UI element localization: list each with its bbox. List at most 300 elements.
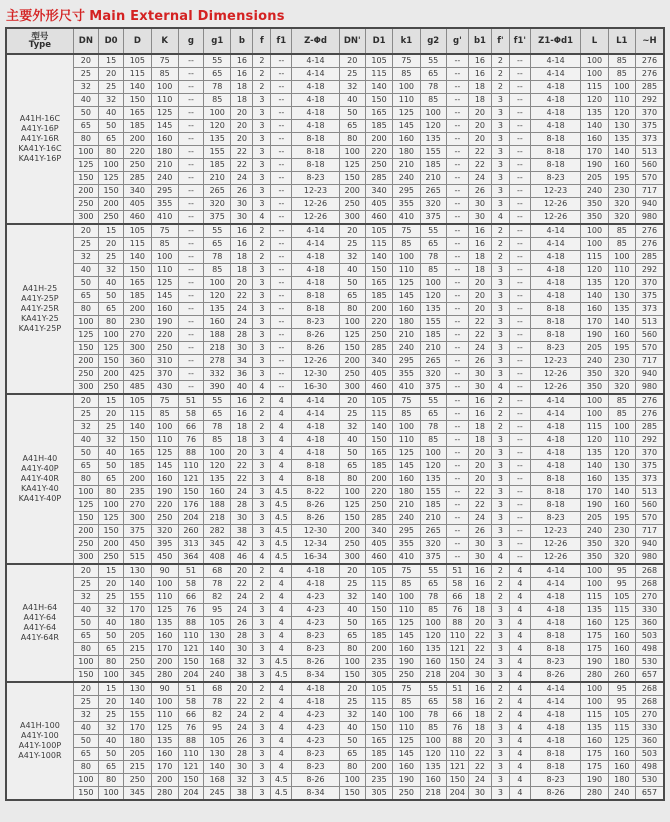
table-cell: 330 xyxy=(635,604,664,617)
table-cell: 250 xyxy=(151,342,178,355)
table-cell: 155 xyxy=(420,486,446,499)
table-cell: 250 xyxy=(339,538,365,551)
table-cell: 8-18 xyxy=(530,146,580,159)
table-cell: 25 xyxy=(339,68,365,81)
table-cell: 18 xyxy=(468,591,491,604)
table-cell: 105 xyxy=(365,394,392,408)
table-cell: 170 xyxy=(581,316,608,329)
table-cell: -- xyxy=(178,329,203,342)
table-cell: 3 xyxy=(253,277,271,290)
table-cell: 8-26 xyxy=(292,656,339,669)
table-cell: 160 xyxy=(393,133,420,146)
table-cell: 4-18 xyxy=(530,604,580,617)
table-cell: 373 xyxy=(635,473,664,486)
table-cell: 26 xyxy=(231,617,253,630)
table-cell: 4-18 xyxy=(530,81,580,94)
table-cell: 26 xyxy=(468,525,491,538)
table-cell: 190 xyxy=(393,774,420,787)
table-cell: 285 xyxy=(635,421,664,434)
table-cell: 125 xyxy=(608,617,635,630)
table-cell: 120 xyxy=(420,290,446,303)
table-cell: 80 xyxy=(98,774,123,787)
table-cell: 65 xyxy=(420,696,446,709)
table-cell: 4-18 xyxy=(530,434,580,447)
table-cell: 50 xyxy=(339,107,365,120)
table-cell: 65 xyxy=(204,68,231,81)
table-cell: 185 xyxy=(204,159,231,172)
table-cell: 160 xyxy=(581,735,608,748)
table-cell: 310 xyxy=(151,355,178,368)
table-cell: 278 xyxy=(204,355,231,368)
table-cell: 12-30 xyxy=(292,525,339,538)
table-cell: 3 xyxy=(253,198,271,211)
table-cell: 110 xyxy=(151,434,178,447)
table-cell: 30 xyxy=(468,787,491,801)
table-cell: 3 xyxy=(492,761,510,774)
table-cell: 370 xyxy=(635,107,664,120)
table-cell: 150 xyxy=(178,774,203,787)
table-row xyxy=(6,761,664,774)
table-cell: 292 xyxy=(635,264,664,277)
table-cell: 145 xyxy=(393,120,420,133)
table-cell: 285 xyxy=(365,342,392,355)
table-cell: 4.5 xyxy=(271,656,292,669)
table-cell: 155 xyxy=(420,146,446,159)
table-cell: 8-18 xyxy=(530,643,580,656)
table-cell: 4-14 xyxy=(530,578,580,591)
table-cell: 22 xyxy=(468,159,491,172)
table-cell: 135 xyxy=(581,447,608,460)
table-cell: 32 xyxy=(98,434,123,447)
table-cell: 115 xyxy=(365,408,392,421)
table-cell: 204 xyxy=(178,669,203,683)
table-cell: 4-14 xyxy=(292,54,339,68)
table-cell: 135 xyxy=(151,735,178,748)
table-cell: 276 xyxy=(635,54,664,68)
table-cell: 4-14 xyxy=(530,54,580,68)
table-cell: 140 xyxy=(581,460,608,473)
table-cell: 120 xyxy=(204,290,231,303)
table-cell: 66 xyxy=(178,709,203,722)
table-cell: 66 xyxy=(178,421,203,434)
table-cell: 32 xyxy=(73,81,98,94)
table-cell: 20 xyxy=(468,107,491,120)
table-cell: -- xyxy=(271,329,292,342)
table-cell: 250 xyxy=(365,499,392,512)
table-cell: 65 xyxy=(73,290,98,303)
table-cell: 150 xyxy=(339,669,365,683)
header-col-dn: DN' xyxy=(339,28,365,54)
table-cell: -- xyxy=(271,381,292,395)
table-cell: -- xyxy=(446,172,468,185)
table-cell: 50 xyxy=(73,617,98,630)
table-cell: -- xyxy=(446,499,468,512)
table-cell: 58 xyxy=(446,578,468,591)
table-cell: 120 xyxy=(581,434,608,447)
table-cell: 100 xyxy=(393,591,420,604)
table-cell: -- xyxy=(446,159,468,172)
table-cell: 940 xyxy=(635,538,664,551)
header-col-d1: D1 xyxy=(365,28,392,54)
table-cell: 570 xyxy=(635,172,664,185)
table-cell: 75 xyxy=(393,54,420,68)
table-cell: 110 xyxy=(178,460,203,473)
table-cell: 3 xyxy=(253,735,271,748)
table-cell: 105 xyxy=(124,224,151,238)
table-cell: -- xyxy=(446,512,468,525)
table-cell: 100 xyxy=(581,682,608,696)
table-cell: 85 xyxy=(420,434,446,447)
table-cell: 160 xyxy=(151,473,178,486)
table-cell: 168 xyxy=(204,774,231,787)
table-row xyxy=(6,394,664,408)
table-cell: 4 xyxy=(509,735,530,748)
table-cell: 3 xyxy=(253,159,271,172)
table-row xyxy=(6,120,664,133)
table-row xyxy=(6,329,664,342)
table-cell: 210 xyxy=(393,499,420,512)
table-cell: 2 xyxy=(253,696,271,709)
table-cell: 125 xyxy=(339,499,365,512)
table-cell: 220 xyxy=(365,146,392,159)
table-cell: 78 xyxy=(204,696,231,709)
table-cell: 165 xyxy=(365,447,392,460)
table-cell: 305 xyxy=(365,787,392,801)
table-cell: 3 xyxy=(492,120,510,133)
header-col-l: L xyxy=(581,28,608,54)
table-cell: 175 xyxy=(581,761,608,774)
table-cell: 160 xyxy=(393,303,420,316)
table-cell: 75 xyxy=(151,394,178,408)
table-cell: 8-18 xyxy=(530,303,580,316)
page-title-zh: 主要外形尺寸 xyxy=(6,9,86,24)
table-cell: 16 xyxy=(468,578,491,591)
table-row xyxy=(6,381,664,395)
table-cell: 85 xyxy=(151,238,178,251)
table-cell: 292 xyxy=(635,94,664,107)
table-cell: 76 xyxy=(178,434,203,447)
table-cell: -- xyxy=(446,251,468,264)
table-cell: 220 xyxy=(365,316,392,329)
table-cell: -- xyxy=(178,198,203,211)
table-cell: 190 xyxy=(581,499,608,512)
table-cell: 80 xyxy=(73,473,98,486)
table-cell: 4-18 xyxy=(292,277,339,290)
table-cell: -- xyxy=(446,394,468,408)
table-cell: 3 xyxy=(492,604,510,617)
table-cell: 3 xyxy=(253,264,271,277)
table-cell: 3 xyxy=(253,525,271,538)
table-cell: 150 xyxy=(178,656,203,669)
table-cell: 185 xyxy=(124,290,151,303)
table-cell: 320 xyxy=(204,198,231,211)
table-cell: 3 xyxy=(492,94,510,107)
table-cell: 3 xyxy=(492,434,510,447)
table-cell: 66 xyxy=(446,591,468,604)
table-cell: 85 xyxy=(204,94,231,107)
table-cell: 250 xyxy=(339,368,365,381)
table-cell: -- xyxy=(271,146,292,159)
table-cell: 100 xyxy=(73,774,98,787)
table-cell: 3 xyxy=(492,316,510,329)
table-cell: 65 xyxy=(98,303,123,316)
table-cell: 125 xyxy=(73,499,98,512)
table-cell: 65 xyxy=(339,120,365,133)
table-cell: -- xyxy=(178,172,203,185)
table-cell: 16 xyxy=(468,408,491,421)
table-cell: 285 xyxy=(365,512,392,525)
table-cell: 65 xyxy=(73,460,98,473)
table-cell: 100 xyxy=(581,408,608,421)
type-label: A41H-40 xyxy=(22,454,58,463)
table-cell: 300 xyxy=(124,512,151,525)
table-cell: 115 xyxy=(608,722,635,735)
type-label: A41H-16C xyxy=(19,114,61,123)
table-cell: 80 xyxy=(98,656,123,669)
table-cell: 150 xyxy=(365,264,392,277)
table-cell: 2 xyxy=(253,68,271,81)
table-cell: 280 xyxy=(151,669,178,683)
table-cell: 3 xyxy=(492,630,510,643)
table-cell: 80 xyxy=(73,303,98,316)
table-cell: 65 xyxy=(73,120,98,133)
table-cell: 3 xyxy=(492,185,510,198)
table-cell: 4 xyxy=(271,682,292,696)
table-cell: 100 xyxy=(581,564,608,578)
table-cell: 3 xyxy=(253,107,271,120)
table-cell: 160 xyxy=(608,761,635,774)
table-cell: -- xyxy=(178,146,203,159)
table-cell: -- xyxy=(178,355,203,368)
table-cell: 150 xyxy=(73,512,98,525)
table-cell: 140 xyxy=(204,643,231,656)
table-cell: 100 xyxy=(73,146,98,159)
table-cell: 190 xyxy=(581,159,608,172)
table-cell: 940 xyxy=(635,198,664,211)
table-cell: 4 xyxy=(271,473,292,486)
table-cell: 3 xyxy=(492,774,510,787)
table-cell: 2 xyxy=(492,421,510,434)
table-cell: 160 xyxy=(581,617,608,630)
table-cell: 30 xyxy=(231,643,253,656)
table-cell: 25 xyxy=(339,696,365,709)
table-cell: 460 xyxy=(365,211,392,225)
table-cell: 68 xyxy=(204,564,231,578)
table-cell: 160 xyxy=(608,748,635,761)
table-cell: -- xyxy=(178,224,203,238)
table-cell: 4 xyxy=(509,761,530,774)
table-cell: 408 xyxy=(204,551,231,565)
table-cell: 260 xyxy=(608,669,635,683)
table-cell: 3 xyxy=(492,525,510,538)
table-cell: 24 xyxy=(468,342,491,355)
table-cell: 285 xyxy=(365,172,392,185)
table-cell: 135 xyxy=(204,133,231,146)
table-cell: 405 xyxy=(365,538,392,551)
table-cell: 220 xyxy=(365,486,392,499)
table-cell: 285 xyxy=(124,172,151,185)
table-cell: 145 xyxy=(151,460,178,473)
table-row xyxy=(6,342,664,355)
table-cell: 4 xyxy=(271,643,292,656)
table-cell: 88 xyxy=(178,617,203,630)
table-cell: -- xyxy=(178,277,203,290)
table-cell: 12-23 xyxy=(292,185,339,198)
table-cell: 100 xyxy=(420,107,446,120)
table-cell: 105 xyxy=(124,54,151,68)
table-cell: 120 xyxy=(608,107,635,120)
table-cell: -- xyxy=(446,68,468,81)
table-cell: 185 xyxy=(365,120,392,133)
table-cell: 4-14 xyxy=(292,394,339,408)
table-cell: -- xyxy=(509,355,530,368)
table-cell: 36 xyxy=(231,368,253,381)
table-cell: 115 xyxy=(581,709,608,722)
table-cell: 240 xyxy=(608,787,635,801)
table-cell: 30 xyxy=(468,211,491,225)
table-cell: 105 xyxy=(124,394,151,408)
table-cell: 2 xyxy=(492,251,510,264)
table-cell: 3 xyxy=(492,159,510,172)
table-cell: 355 xyxy=(393,198,420,211)
table-cell: 65 xyxy=(98,473,123,486)
table-cell: 3 xyxy=(492,146,510,159)
table-cell: 250 xyxy=(393,787,420,801)
table-cell: 4-14 xyxy=(292,408,339,421)
table-cell: -- xyxy=(446,120,468,133)
table-cell: 2 xyxy=(253,394,271,408)
table-cell: 2 xyxy=(492,696,510,709)
table-row xyxy=(6,185,664,198)
table-cell: 18 xyxy=(468,421,491,434)
table-cell: 300 xyxy=(124,342,151,355)
table-cell: 22 xyxy=(231,460,253,473)
table-row xyxy=(6,591,664,604)
table-cell: -- xyxy=(509,94,530,107)
table-cell: 285 xyxy=(635,81,664,94)
table-cell: -- xyxy=(446,434,468,447)
table-cell: 3 xyxy=(492,499,510,512)
table-row xyxy=(6,133,664,146)
table-cell: 16 xyxy=(468,394,491,408)
table-cell: 100 xyxy=(581,696,608,709)
table-cell: 165 xyxy=(365,277,392,290)
table-cell: 32 xyxy=(73,251,98,264)
table-cell: 24 xyxy=(231,172,253,185)
table-cell: 503 xyxy=(635,630,664,643)
table-cell: 503 xyxy=(635,748,664,761)
table-cell: -- xyxy=(509,434,530,447)
table-cell: 170 xyxy=(124,722,151,735)
table-cell: 3 xyxy=(492,447,510,460)
table-cell: 180 xyxy=(124,735,151,748)
table-cell: -- xyxy=(271,159,292,172)
table-cell: 25 xyxy=(98,591,123,604)
table-row xyxy=(6,316,664,329)
table-cell: 115 xyxy=(581,591,608,604)
table-cell: 165 xyxy=(124,277,151,290)
table-cell: 32 xyxy=(339,251,365,264)
table-cell: 25 xyxy=(73,578,98,591)
table-cell: 80 xyxy=(98,146,123,159)
table-cell: 40 xyxy=(339,94,365,107)
table-cell: 26 xyxy=(468,185,491,198)
table-cell: -- xyxy=(446,473,468,486)
table-cell: 204 xyxy=(446,787,468,801)
table-cell: -- xyxy=(509,486,530,499)
table-cell: 78 xyxy=(420,591,446,604)
table-cell: 4-14 xyxy=(530,224,580,238)
table-cell: 240 xyxy=(581,185,608,198)
table-row xyxy=(6,787,664,801)
table-row xyxy=(6,525,664,538)
header-col-h: ~H xyxy=(635,28,664,54)
table-cell: 130 xyxy=(204,630,231,643)
table-cell: 3 xyxy=(253,460,271,473)
table-cell: 345 xyxy=(124,669,151,683)
table-cell: 980 xyxy=(635,211,664,225)
table-cell: 4-18 xyxy=(530,709,580,722)
table-cell: 15 xyxy=(98,394,123,408)
table-cell: -- xyxy=(509,133,530,146)
table-cell: -- xyxy=(446,538,468,551)
table-cell: 20 xyxy=(231,133,253,146)
table-cell: 150 xyxy=(178,486,203,499)
table-cell: 20 xyxy=(73,682,98,696)
table-cell: 24 xyxy=(231,303,253,316)
table-cell: 150 xyxy=(73,669,98,683)
table-cell: 395 xyxy=(151,538,178,551)
table-row xyxy=(6,578,664,591)
table-cell: 95 xyxy=(608,682,635,696)
table-cell: 18 xyxy=(468,604,491,617)
table-cell: 110 xyxy=(178,630,203,643)
table-cell: 320 xyxy=(420,198,446,211)
table-cell: 80 xyxy=(339,133,365,146)
table-cell: 120 xyxy=(608,447,635,460)
table-cell: 16 xyxy=(468,564,491,578)
table-row xyxy=(6,408,664,421)
table-cell: 260 xyxy=(178,525,203,538)
table-cell: 180 xyxy=(393,486,420,499)
table-cell: 100 xyxy=(608,421,635,434)
table-cell: 20 xyxy=(468,460,491,473)
type-label: KA41Y-25 xyxy=(21,314,59,323)
table-cell: 110 xyxy=(178,748,203,761)
table-cell: 78 xyxy=(420,709,446,722)
table-cell: 100 xyxy=(581,224,608,238)
table-cell: 65 xyxy=(98,761,123,774)
table-cell: 150 xyxy=(73,342,98,355)
header-col-b1: b1 xyxy=(468,28,491,54)
table-cell: 85 xyxy=(393,578,420,591)
table-cell: 200 xyxy=(98,368,123,381)
table-cell: 165 xyxy=(365,735,392,748)
table-cell: 20 xyxy=(468,447,491,460)
table-cell: 345 xyxy=(204,538,231,551)
table-cell: 200 xyxy=(124,303,151,316)
type-label: A41Y-16P xyxy=(21,124,59,133)
table-cell: 140 xyxy=(581,290,608,303)
table-cell: 100 xyxy=(151,421,178,434)
table-cell: 300 xyxy=(73,211,98,225)
table-cell: 2 xyxy=(492,238,510,251)
table-cell: 40 xyxy=(339,604,365,617)
table-cell: 24 xyxy=(468,512,491,525)
table-cell: 3 xyxy=(492,460,510,473)
table-cell: 95 xyxy=(204,604,231,617)
table-cell: 20 xyxy=(468,735,491,748)
